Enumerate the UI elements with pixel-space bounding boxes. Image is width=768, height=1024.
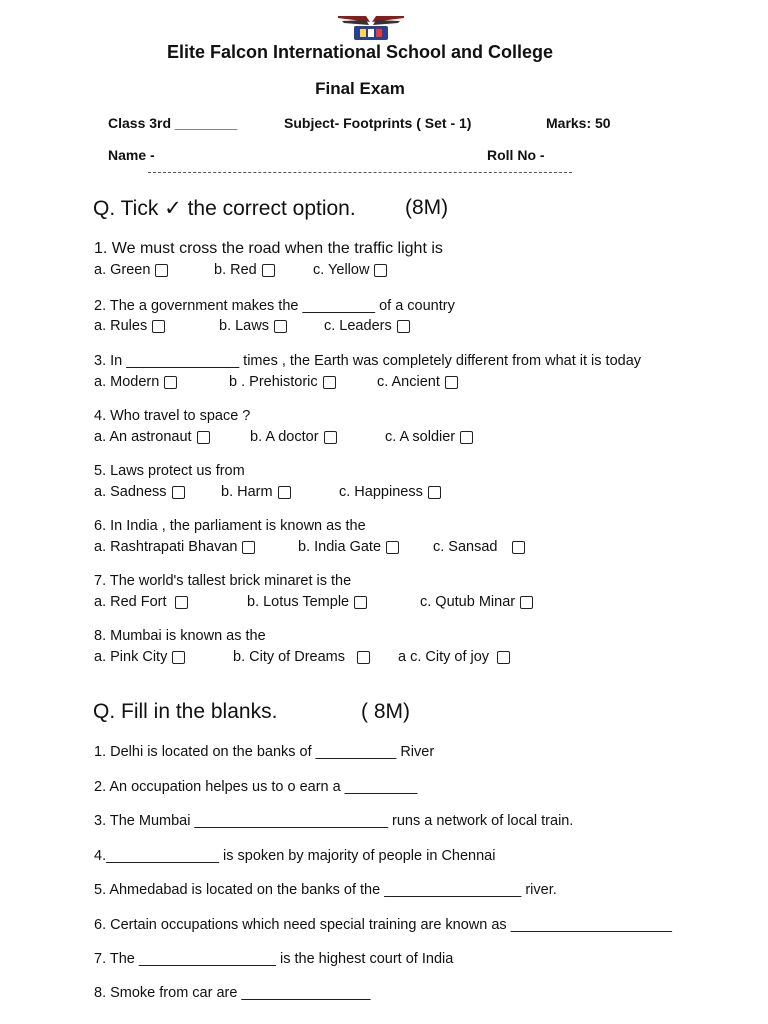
checkbox[interactable] bbox=[324, 431, 337, 444]
option-label: a. An astronaut bbox=[94, 429, 192, 445]
option-label: a. Rules bbox=[94, 318, 148, 334]
checkbox[interactable] bbox=[242, 541, 255, 554]
option-label: b. City of Dreams bbox=[233, 649, 345, 665]
option-c[interactable] bbox=[433, 539, 525, 555]
question-text: 5. Laws protect us from bbox=[94, 463, 245, 479]
option-a[interactable] bbox=[94, 539, 255, 555]
option-c[interactable] bbox=[420, 594, 533, 610]
option-c[interactable] bbox=[339, 484, 441, 500]
checkbox[interactable] bbox=[172, 486, 185, 499]
option-label: c. Ancient bbox=[377, 374, 440, 390]
subject-label: Subject- Footprints ( Set - 1) bbox=[284, 115, 472, 131]
name-label: Name - bbox=[108, 147, 155, 163]
option-label: b . Prehistoric bbox=[229, 374, 318, 390]
option-label: c. Yellow bbox=[313, 262, 370, 278]
option-label: b. Harm bbox=[221, 484, 273, 500]
option-label: b. Lotus Temple bbox=[247, 594, 350, 610]
option-c[interactable] bbox=[313, 262, 387, 278]
option-label: c. Qutub Minar bbox=[420, 594, 516, 610]
option-b[interactable] bbox=[229, 374, 336, 390]
class-label: Class 3rd ________ bbox=[108, 115, 238, 131]
option-label: a. Pink City bbox=[94, 649, 168, 665]
checkbox[interactable] bbox=[512, 541, 525, 554]
option-b[interactable] bbox=[247, 594, 367, 610]
option-label: b. India Gate bbox=[298, 539, 382, 555]
option-label: a c. City of joy bbox=[398, 649, 490, 665]
school-logo bbox=[336, 12, 406, 42]
option-label: a. Rashtrapati Bhavan bbox=[94, 539, 238, 555]
option-label: a. Sadness bbox=[94, 484, 167, 500]
divider bbox=[148, 172, 572, 173]
option-a[interactable] bbox=[94, 318, 165, 334]
fill-blank-item: 1. Delhi is located on the banks of __________ River bbox=[94, 744, 435, 760]
checkbox[interactable] bbox=[374, 264, 387, 277]
checkbox[interactable] bbox=[197, 431, 210, 444]
option-c[interactable] bbox=[377, 374, 458, 390]
checkbox[interactable] bbox=[428, 486, 441, 499]
question-text: 6. In India , the parliament is known as the bbox=[94, 518, 366, 534]
option-a[interactable] bbox=[94, 374, 177, 390]
checkbox[interactable] bbox=[397, 320, 410, 333]
option-b[interactable] bbox=[221, 484, 291, 500]
fill-blank-item: 7. The _________________ is the highest court of India bbox=[94, 951, 454, 967]
checkbox[interactable] bbox=[445, 376, 458, 389]
option-a[interactable] bbox=[94, 484, 185, 500]
section-title-fill: Q. Fill in the blanks. bbox=[93, 700, 278, 723]
checkbox[interactable] bbox=[164, 376, 177, 389]
option-c[interactable] bbox=[398, 649, 510, 665]
checkbox[interactable] bbox=[152, 320, 165, 333]
question-text: 8. Mumbai is known as the bbox=[94, 628, 266, 644]
option-label: a. Green bbox=[94, 262, 151, 278]
question-text: 3. In ______________ times , the Earth was completely different from what it is today bbox=[94, 353, 642, 369]
fill-blank-item: 3. The Mumbai ________________________ runs a network of local train. bbox=[94, 813, 574, 829]
section-marks-fill: ( 8M) bbox=[361, 700, 410, 723]
checkbox[interactable] bbox=[323, 376, 336, 389]
option-label: a. Modern bbox=[94, 374, 160, 390]
option-label: c. Happiness bbox=[339, 484, 423, 500]
option-label: b. Red bbox=[214, 262, 257, 278]
fill-blank-item: 8. Smoke from car are ________________ bbox=[94, 985, 371, 1001]
option-label: b. A doctor bbox=[250, 429, 319, 445]
option-c[interactable] bbox=[385, 429, 473, 445]
option-label: a. Red Fort bbox=[94, 594, 167, 610]
option-b[interactable] bbox=[250, 429, 337, 445]
option-label: c. Leaders bbox=[324, 318, 392, 334]
option-label: c. Sansad bbox=[433, 539, 498, 555]
fill-blank-item: 2. An occupation helpes us to o earn a _________ bbox=[94, 779, 418, 795]
checkbox[interactable] bbox=[175, 596, 188, 609]
section-marks-tick: (8M) bbox=[405, 196, 449, 219]
question-text: 1. We must cross the road when the traffic light is bbox=[94, 240, 443, 257]
question-text: 4. Who travel to space ? bbox=[94, 408, 251, 424]
checkbox[interactable] bbox=[520, 596, 533, 609]
fill-blank-item: 5. Ahmedabad is located on the banks of the _________________ river. bbox=[94, 882, 557, 898]
question-text: 7. The world's tallest brick minaret is the bbox=[94, 573, 352, 589]
checkbox[interactable] bbox=[274, 320, 287, 333]
option-b[interactable] bbox=[298, 539, 399, 555]
checkbox[interactable] bbox=[262, 264, 275, 277]
option-label: c. A soldier bbox=[385, 429, 456, 445]
option-b[interactable] bbox=[233, 649, 370, 665]
fill-blank-item: 6. Certain occupations which need special training are known as ____________________ bbox=[94, 917, 672, 933]
fill-blank-item: 4.______________ is spoken by majority of people in Chennai bbox=[94, 848, 496, 864]
option-c[interactable] bbox=[324, 318, 410, 334]
checkbox[interactable] bbox=[460, 431, 473, 444]
checkbox[interactable] bbox=[155, 264, 168, 277]
exam-title: Final Exam bbox=[315, 79, 405, 98]
option-a[interactable] bbox=[94, 262, 168, 278]
option-a[interactable] bbox=[94, 649, 185, 665]
checkbox[interactable] bbox=[357, 651, 370, 664]
checkbox[interactable] bbox=[497, 651, 510, 664]
checkbox[interactable] bbox=[386, 541, 399, 554]
option-b[interactable] bbox=[214, 262, 275, 278]
marks-label: Marks: 50 bbox=[546, 115, 611, 131]
option-label: b. Laws bbox=[219, 318, 269, 334]
roll-no-label: Roll No - bbox=[487, 147, 545, 163]
checkbox[interactable] bbox=[278, 486, 291, 499]
section-title-tick: Q. Tick ✓ the correct option. bbox=[93, 197, 356, 220]
question-text: 2. The a government makes the _________ of a country bbox=[94, 298, 455, 314]
option-a[interactable] bbox=[94, 429, 210, 445]
option-a[interactable] bbox=[94, 594, 188, 610]
option-b[interactable] bbox=[219, 318, 287, 334]
school-name: Elite Falcon International School and College bbox=[166, 42, 554, 62]
checkbox[interactable] bbox=[354, 596, 367, 609]
checkbox[interactable] bbox=[172, 651, 185, 664]
